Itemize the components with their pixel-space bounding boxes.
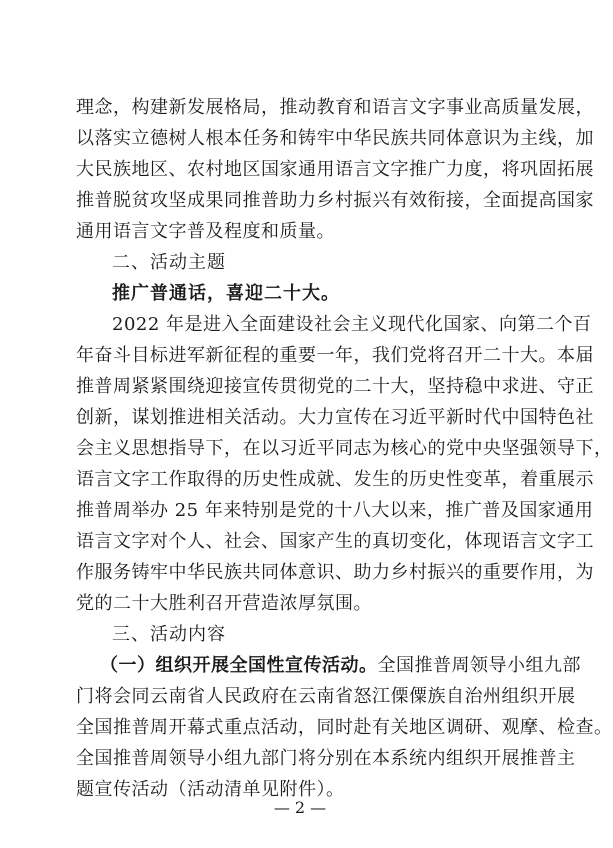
paragraph-1-line-3: 大民族地区、农村地区国家通用语言文字推广力度，将巩固拓展 <box>76 159 594 180</box>
paragraph-3-line-2: 门将会同云南省人民政府在云南省怒江傈僳族自治州组织开展 <box>76 686 576 707</box>
paragraph-1-line-5: 通用语言文字普及程度和质量。 <box>76 221 335 242</box>
subsection-1-title: （一）组织开展全国性宣传活动。 <box>100 655 378 676</box>
paragraph-3-line-1-rest: 全国推普周领导小组九部 <box>377 655 581 676</box>
paragraph-2-line-9: 作服务铸牢中华民族共同体意识、助力乡村振兴的重要作用，为 <box>76 562 594 583</box>
paragraph-2-line-7: 推普周举办 25 年来特别是党的十八大以来，推广普及国家通用 <box>76 500 594 521</box>
paragraph-2-line-4: 创新，谋划推进相关活动。大力宣传在习近平新时代中国特色社 <box>76 407 594 428</box>
paragraph-2-line-3: 推普周紧紧围绕迎接宣传贯彻党的二十大，坚持稳中求进、守正 <box>76 376 594 397</box>
paragraph-2-line-8: 语言文字对个人、社会、国家产生的真切变化，体现语言文字工 <box>76 531 594 552</box>
paragraph-1-line-1: 理念，构建新发展格局，推动教育和语言文字事业高质量发展， <box>76 97 594 118</box>
paragraph-3-line-3: 全国推普周开幕式重点活动，同时赴有关地区调研、观摩、检查。 <box>76 717 613 738</box>
paragraph-3-line-4: 全国推普周领导小组九部门将分别在本系统内组织开展推普主 <box>76 748 576 769</box>
paragraph-3-line-1 <box>100 653 581 679</box>
activity-theme: 推广普通话，喜迎二十大。 <box>112 283 340 304</box>
paragraph-1-line-4: 推普脱贫攻坚成果同推普助力乡村振兴有效衔接，全面提高国家 <box>76 190 594 211</box>
section-3-heading: 三、活动内容 <box>112 624 226 645</box>
paragraph-2-line-1: 2022 年是进入全面建设社会主义现代化国家、向第二个百 <box>112 314 592 335</box>
paragraph-2-line-10: 党的二十大胜利召开营造浓厚氛围。 <box>76 593 372 614</box>
paragraph-2-line-6: 语言文字工作取得的历史性成就、发生的历史性变革，着重展示 <box>76 469 594 490</box>
paragraph-1-line-2: 以落实立德树人根本任务和铸牢中华民族共同体意识为主线，加 <box>76 128 594 149</box>
page-number: — 2 — <box>273 798 327 817</box>
paragraph-2-line-2: 年奋斗目标进军新征程的重要一年，我们党将召开二十大。本届 <box>76 345 594 366</box>
paragraph-2-line-5: 会主义思想指导下，在以习近平同志为核心的党中央坚强领导下， <box>76 438 613 459</box>
section-2-heading: 二、活动主题 <box>112 252 226 273</box>
paragraph-3-line-5: 题宣传活动（活动清单见附件）。 <box>76 779 345 800</box>
